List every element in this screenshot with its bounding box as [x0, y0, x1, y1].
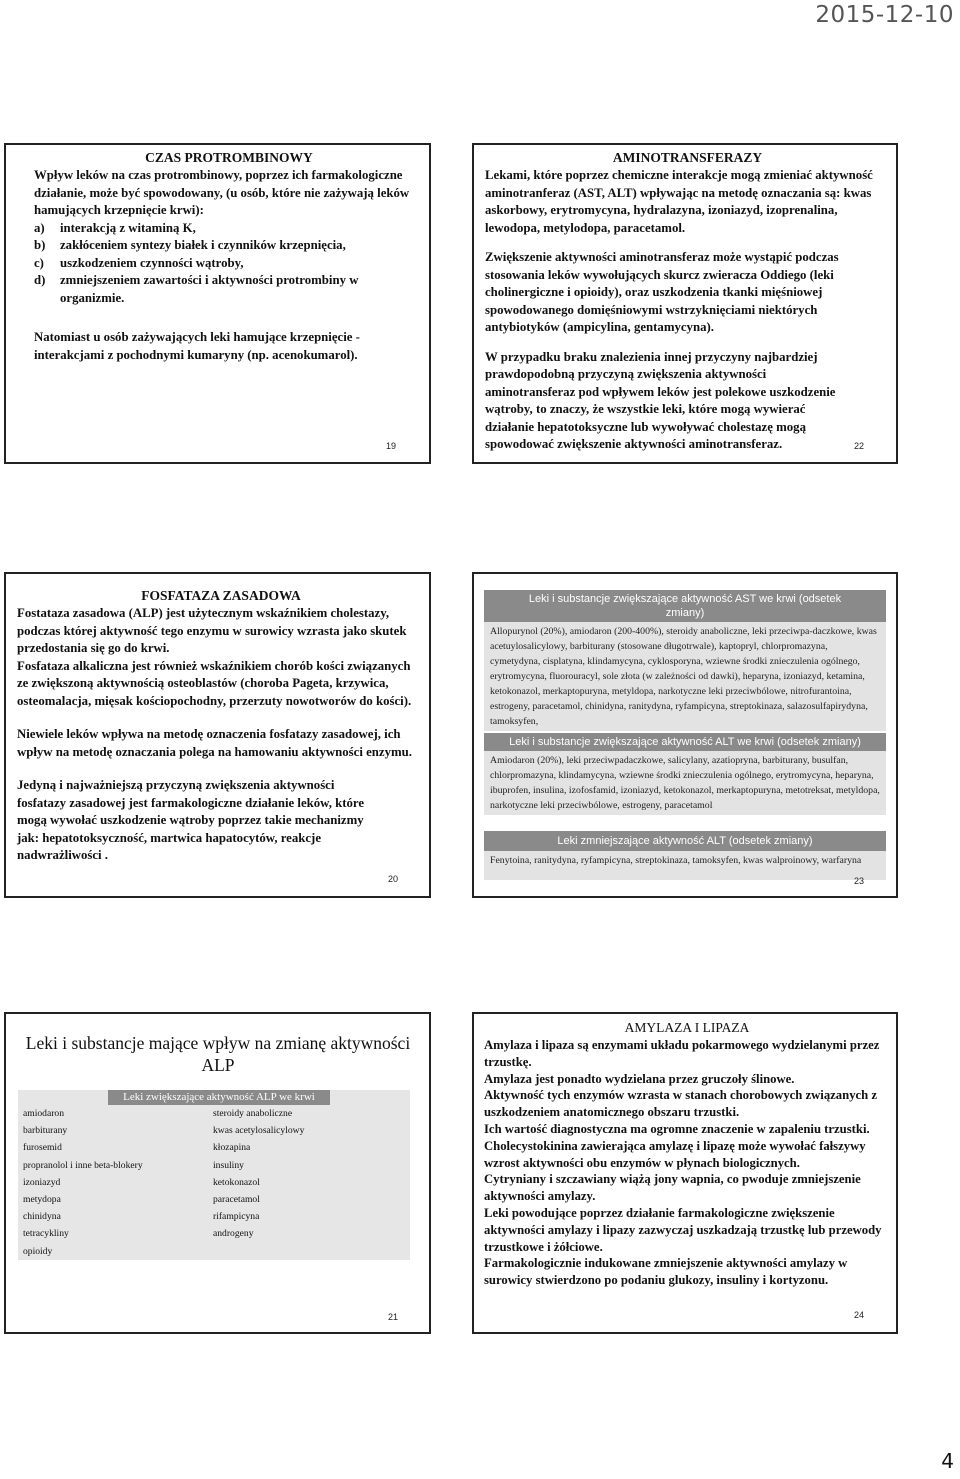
slide-paragraph: Jedyną i najważniejszą przyczyną zwiększenia aktywności fosfatazy zasadowej jest farmakologiczne działanie leków, które mogą wywołać uszkodzenie wątroby poprzez takie mechanizmy jak: hepatotoksyczność, martwica hapatocytów, reakcje nadwrażliwości .: [17, 778, 364, 862]
table-row: [18, 1122, 410, 1139]
slide-title: AMINOTRANSFERAZY: [612, 150, 763, 165]
slide-number: 21: [388, 1312, 399, 1322]
slide-line: Cytryniany i szczawiany wiążą jony wapnia, co pwoduje zmniejszenie aktywności amylazy.: [484, 1172, 861, 1204]
page-number: 4: [941, 1449, 954, 1473]
alt-decrease-header: Leki zmniejszające aktywność ALT (odsetek zmiany): [484, 831, 886, 851]
slide-line: Cholecystokinina zawierająca amylazę i lipazę może wywołać fałszywy wzrost aktywności obu enzymów w płynach biologicznych.: [484, 1138, 866, 1170]
table-cell: tetracykliny: [23, 1228, 69, 1240]
table-cell: propranolol i inne beta-blokery: [23, 1159, 143, 1171]
table-cell: kwas acetylosalicylowy: [213, 1125, 305, 1137]
slide-19: [4, 143, 431, 464]
slide-paragraph: Zwiększenie aktywności aminotransferaz może wystąpić podczas stosowania leków wywołujących skurcz zwieracza Oddiego (leki cholinergiczne i opioidy), oraz uszkodzenia tkanki mięśniowej spowodowanego domięśniowymi wstrzyknięciami niektórych antybiotyków (ampicylina, gentamycyna).: [485, 250, 839, 334]
table-cell: steroidy anaboliczne: [213, 1108, 293, 1120]
slide-title: FOSFATAZA ZASADOWA: [141, 588, 301, 603]
slide-line: Amylaza i lipaza są enzymami układu pokarmowego wydzielanymi przez trzustkę.: [484, 1038, 880, 1069]
table-row: [18, 1225, 410, 1242]
table-cell: metydopa: [23, 1194, 61, 1206]
alp-table-grid: [18, 1105, 410, 1260]
slide-20: [4, 572, 431, 898]
slide-line: Ich wartość diagnostyczna ma ogromne znaczenie w zapaleniu trzustki.: [484, 1121, 870, 1136]
list-item: d) zmniejszeniem zawartości i aktywności protrombiny w organizmie.: [34, 273, 359, 305]
table-cell: androgeny: [213, 1228, 254, 1240]
table-cell: insuliny: [213, 1159, 244, 1171]
slide-title: AMYLAZA I LIPAZA: [624, 1020, 750, 1035]
table-cell: paracetamol: [213, 1194, 260, 1206]
slide-lines: [484, 1037, 890, 1289]
alt-table-header: Leki i substancje zwiększające aktywność ALT we krwi (odsetek zmiany): [484, 733, 886, 751]
table-row: [18, 1174, 410, 1191]
slide-number: 24: [854, 1310, 865, 1320]
table-cell: kłozapina: [213, 1142, 251, 1154]
slide-number: 20: [388, 874, 399, 884]
alt-decrease-body: Fenytoina, ranitydyna, ryfampicyna, streptokinaza, tamoksyfen, kwas walproinowy, warfaryna: [484, 851, 886, 880]
table-cell: furosemid: [23, 1142, 62, 1154]
slide-paragraph: Fosfataza alkaliczna jest również wskaźnikiem chorób kości związanych ze zwiększoną aktywnością osteoblastów (choroba Pageta, krzywica, osteomalacja, mięsak kościopochodny, przerzuty nowotworów do kości).: [17, 658, 412, 708]
slide-paragraph: Lekami, które poprzez chemiczne interakcje mogą zmieniać aktywność aminotranferaz (AST, ALT) wpływając na metodę oznaczania są: kwas askorbowy, erytromycyna, hydralazyna, izoniazyd, izoprenalina, lewodopa, metylodopa, paracetamol.: [485, 168, 873, 235]
table-row: [18, 1157, 410, 1174]
slide-23: [472, 572, 898, 898]
ast-table-body: Allopurynol (20%), amiodaron (200-400%), steroidy anaboliczne, leki przeciwpa-daczkowe, kwas acetuylosalicylowy, barbiturany (stosowane długotrwale), kaptopryl, chlorpromazyna, cymetydyna, cisplatyna, klindamycyna, cyklosporyna, wziewne środki znieczulenia ogólnego, erytromycyna, fluorouracyl, sole złota (w zależności od dawki), heparyna, izoniazyd, ketamina, ketokonazol, merkaptopuryna, metyldopa, narkotyczne leki przeciwbólowe, nitrofurantoina, estrogeny, paracetamol, chinidyna, ranitydyna, ryfampicyna, streptokinaza, salazosulfapirydyna, tamoksyfen,: [484, 622, 886, 731]
alp-table: [18, 1090, 410, 1260]
ast-table-header: Leki i substancje zwiększające aktywność AST we krwi (odsetek zmiany): [484, 590, 886, 622]
slide-note: Natomiast u osób zażywających leki hamujące krzepnięcie - interakcjami z pochodnymi kumaryny (np. acenokumarol).: [34, 330, 360, 362]
table-cell: chinidyna: [23, 1211, 61, 1223]
table-row: [18, 1139, 410, 1156]
slide-24: [472, 1012, 898, 1334]
slide-paragraph: W przypadku braku znalezienia innej przyczyny najbardziej prawdopodobną przyczyną zwiększenia aktywności aminotransferaz pod wpływem leków jest polekowe uszkodzenie wątroby, to znaczy, że wszystkie leki, które mogą wywierać działanie hepatotoksyczne lub wywoływać cholestazę mogą spowodować zwiększenie aktywności aminotransferaz.: [485, 349, 836, 451]
slide-line: Amylaza jest ponadto wydzielana przez gruczoły ślinowe.: [484, 1071, 795, 1086]
table-cell: rifampicyna: [213, 1211, 260, 1223]
slide-paragraph: Fostataza zasadowa (ALP) jest użytecznym wskaźnikiem cholestazy, podczas której aktywność tego enzymu w surowicy wzrasta jako skutek przedostania się go do krwi.: [17, 606, 407, 655]
page-date: 2015-12-10: [815, 2, 954, 28]
slide-title: Leki i substancje mające wpływ na zmianę aktywności ALP: [25, 1033, 411, 1075]
list-item: c) uszkodzeniem czynności wątroby,: [34, 255, 244, 270]
slide-number: 19: [386, 441, 397, 451]
table-cell: izoniazyd: [23, 1176, 61, 1188]
slide-paragraph: Niewiele leków wpływa na metodę oznaczenia fosfatazy zasadowej, ich wpływ na metodę oznaczania polega na hamowaniu aktywności enzymu.: [17, 727, 412, 759]
table-row: [18, 1208, 410, 1225]
table-row: [18, 1191, 410, 1208]
table-cell: ketokonazol: [213, 1176, 260, 1188]
list-item: b) zakłóceniem syntezy białek i czynników krzepnięcia,: [34, 238, 346, 252]
slide-line: Leki powodujące poprzez działanie farmakologiczne zwiększenie aktywności amylazy i lipazy zazwyczaj uszkadzają trzustkę lub przewody trzustkowe i żółciowe.: [484, 1205, 882, 1254]
slide-number: 23: [854, 876, 865, 886]
slide-number: 22: [854, 441, 865, 451]
table-cell: amiodaron: [23, 1108, 65, 1120]
slide-intro: Wpływ leków na czas protrombinowy, poprzez ich farmakologiczne działanie, może być spowodowany, (u osób, które nie zażywają leków hamujących krzepnięcie krwi):: [34, 168, 410, 217]
slide-list: [34, 220, 424, 308]
table-cell: [208, 1243, 410, 1260]
alp-table-header: Leki zwiększające aktywność ALP we krwi: [108, 1090, 330, 1105]
slide-21: [4, 1012, 431, 1334]
slide-22: [472, 143, 898, 464]
table-cell: barbiturany: [23, 1125, 68, 1137]
alt-table-body: Amiodaron (20%), leki przeciwpadaczkowe, salicylany, azatiopryna, barbiturany, busulfan, chlorpromazyna, klindamycyna, wziewne środki znieczulenia ogólnego, erytromycyna, heparyna, ibuprofen, insulina, izofosfamid, izoniazyd, ketokonazol, merkaptopuryna, metotreksat, metyldopa, narkotyczne leki przeciwbólowe, estrogeny, paracetamol: [484, 751, 886, 815]
table-cell: opioidy: [23, 1245, 53, 1257]
slide-title: CZAS PROTROMBINOWY: [145, 150, 313, 165]
list-item: a) interakcją z witaminą K,: [34, 220, 196, 235]
slide-line: Aktywność tych enzymów wzrasta w stanach chorobowych związanych z uszkodzeniem anatomicznego obszaru trzustki.: [484, 1088, 878, 1120]
table-row: [18, 1243, 410, 1260]
table-row: [18, 1105, 410, 1122]
slide-line: Farmakologicznie indukowane zmniejszenie aktywności amylazy w surowicy stwierdzono po podaniu glukozy, insuliny i kortyzonu.: [484, 1256, 848, 1288]
